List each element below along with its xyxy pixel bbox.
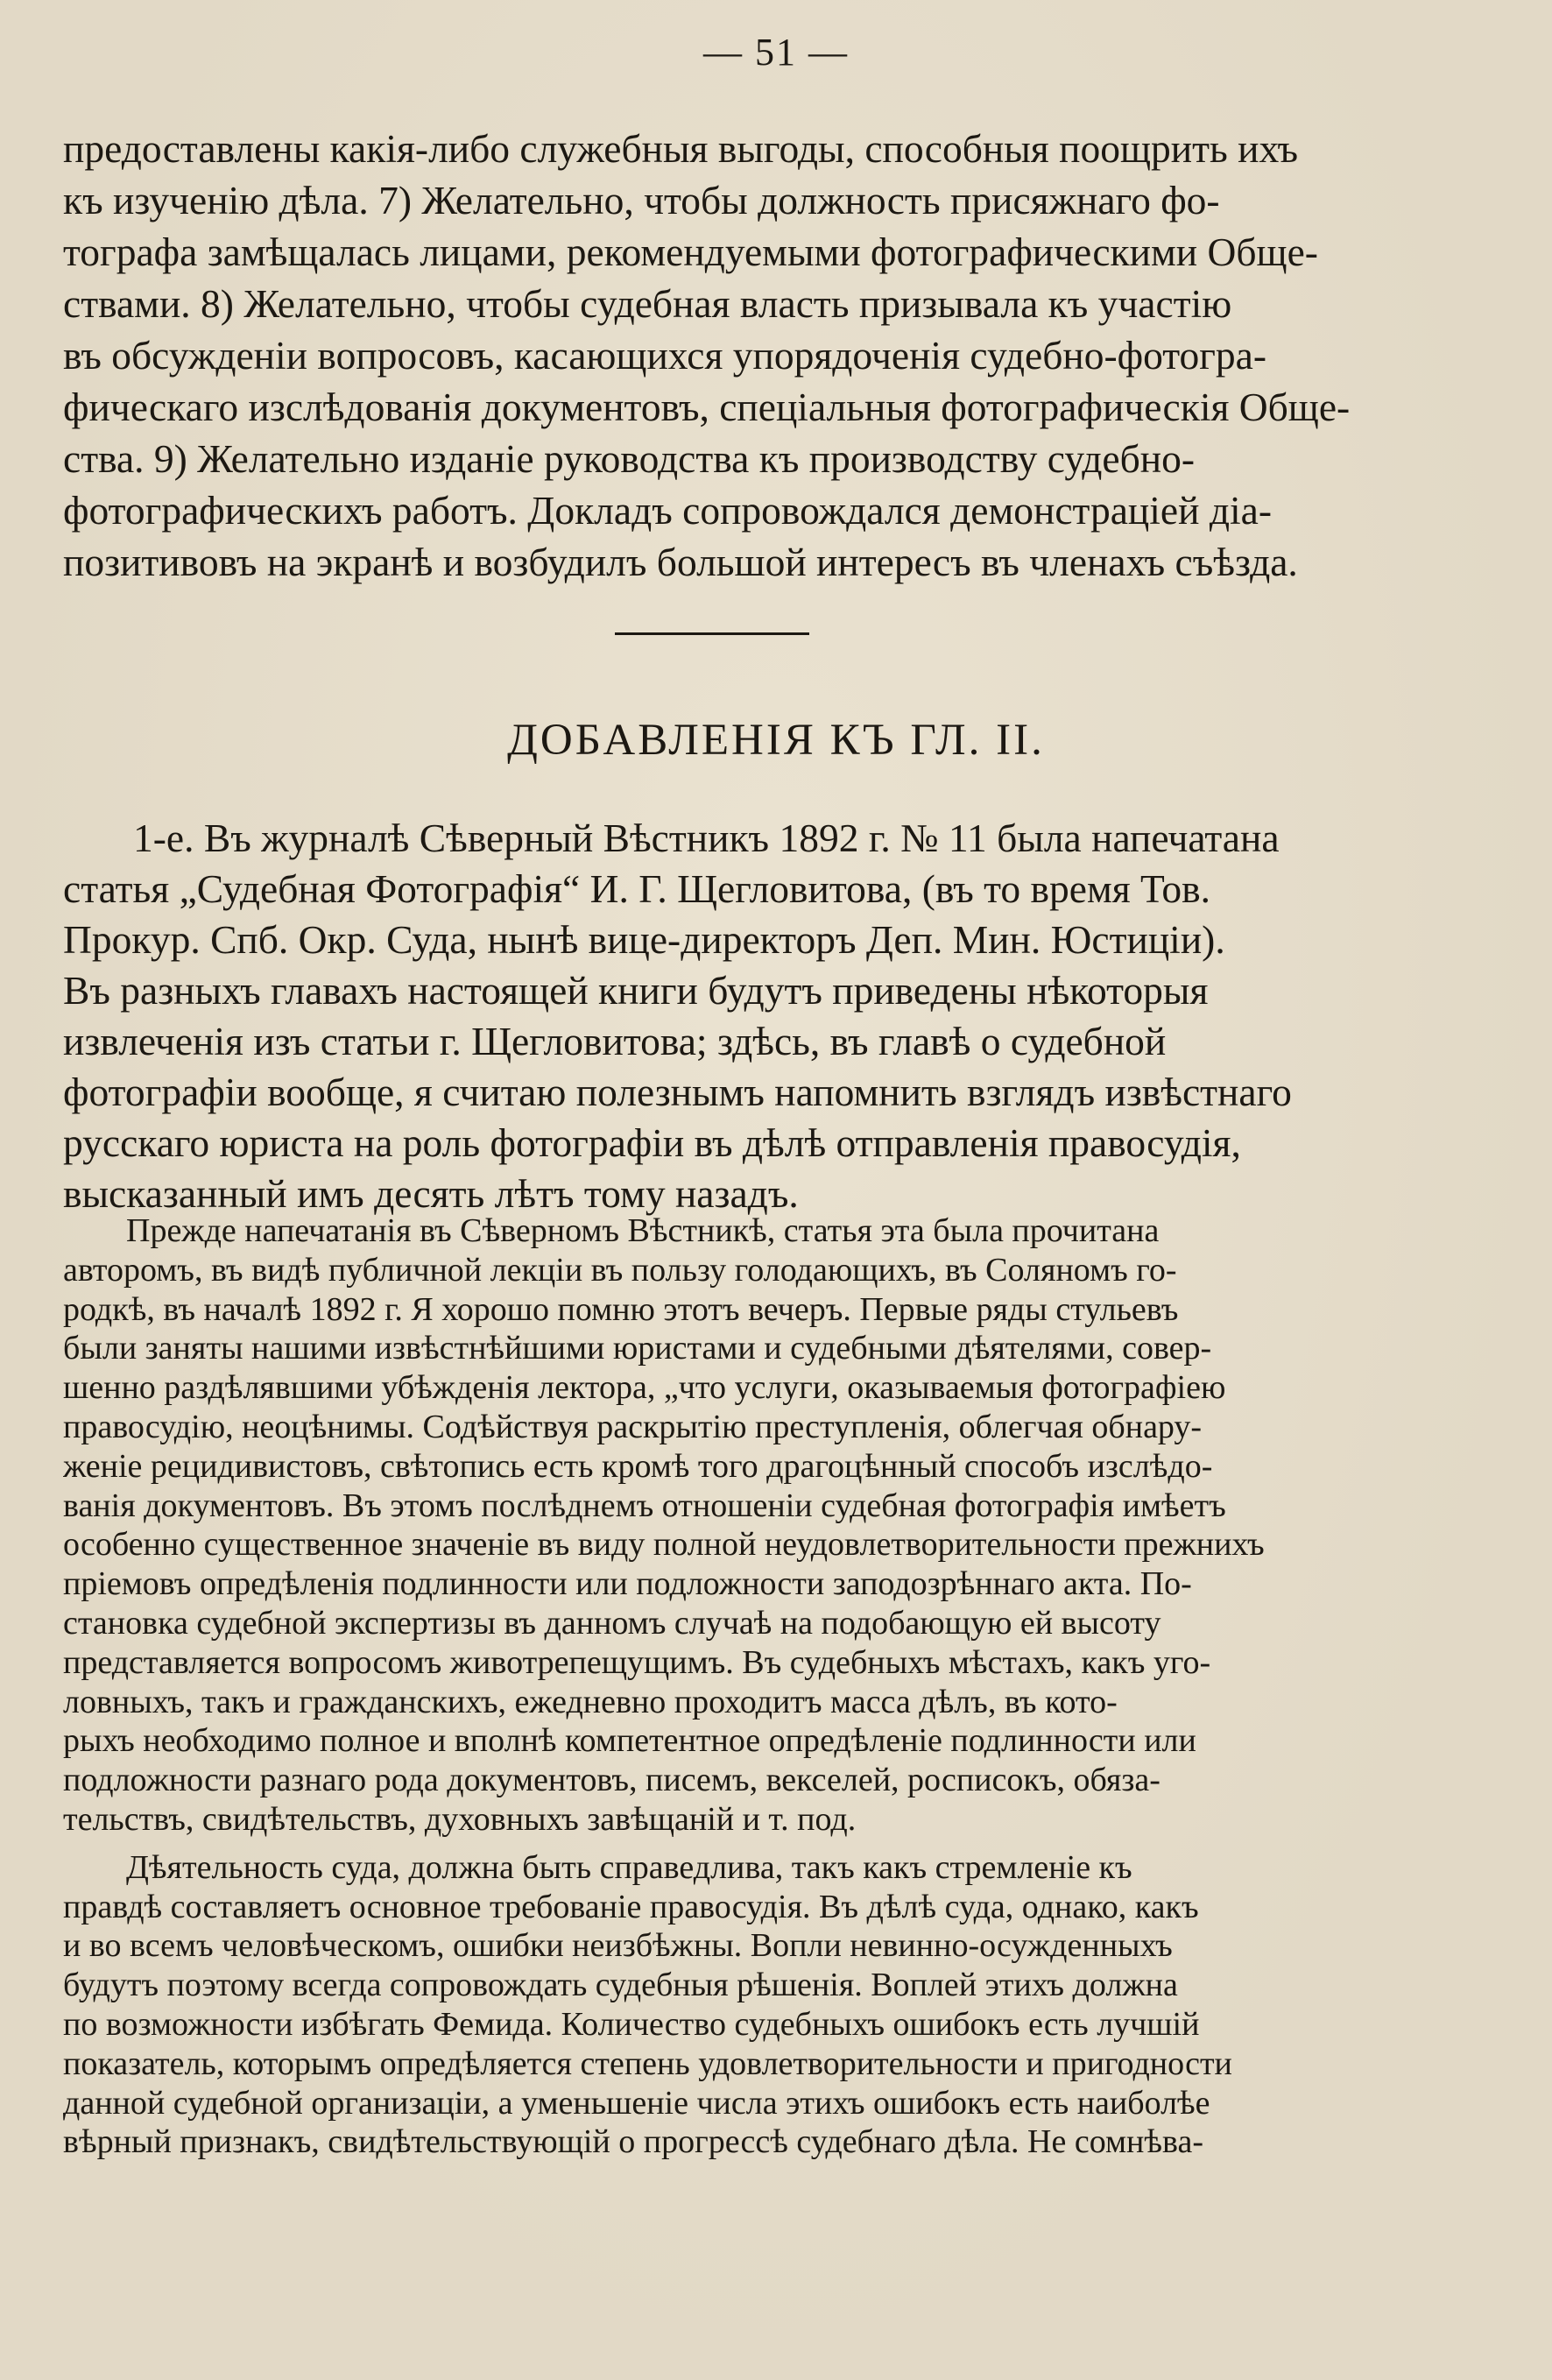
section-divider [615, 632, 809, 635]
text-line: женіе рецидивистовъ, свѣтопись есть кромѣ того драгоцѣнный способъ изслѣдо- [63, 1447, 1213, 1485]
text-line: русскаго юриста на роль фотографіи въ дѣлѣ отправленія правосудія, [63, 1120, 1241, 1165]
text-line: пріемовъ опредѣленія подлинности или подложности заподозрѣннаго акта. По- [63, 1565, 1192, 1603]
text-line: рыхъ необходимо полное и вполнѣ компетентное опредѣленіе подлинности или [63, 1722, 1196, 1760]
text-line: данной судебной организаціи, а уменьшеніе числа этихъ ошибокъ есть наиболѣе [63, 2084, 1210, 2122]
text-line: Дѣятельность суда, должна быть справедлива, такъ какъ стремленіе къ [126, 1848, 1132, 1886]
text-line: становка судебной экспертизы въ данномъ случаѣ на подобающую ей высоту [63, 1604, 1161, 1642]
text-line: Прежде напечатанія въ Сѣверномъ Вѣстникѣ, статья эта была прочитана [126, 1212, 1160, 1249]
text-line: тографа замѣщалась лицами, рекомендуемыми фотографическими Обще- [63, 230, 1318, 274]
text-line: статья „Судебная Фотографія“ И. Г. Щегловитова, (въ то время Тов. [63, 866, 1211, 911]
text-line: въ обсужденіи вопросовъ, касающихся упорядоченія судебно-фотогра- [63, 333, 1267, 378]
text-line: правдѣ составляетъ основное требованіе правосудія. Въ дѣлѣ суда, однако, какъ [63, 1888, 1199, 1925]
text-line: ванія документовъ. Въ этомъ послѣднемъ отношеніи судебная фотографія имѣетъ [63, 1487, 1226, 1524]
text-line: извлеченія изъ статьи г. Щегловитова; здѣсь, въ главѣ о судебной [63, 1019, 1167, 1063]
text-line: высказанный имъ десять лѣтъ тому назадъ. [63, 1171, 799, 1216]
text-line: были заняты нашими извѣстнѣйшими юристами и судебными дѣятелями, совер- [63, 1330, 1212, 1367]
text-line: показатель, которымъ опредѣляется степень удовлетворительности и пригодности [63, 2045, 1232, 2082]
text-line: Въ разныхъ главахъ настоящей книги будутъ приведены нѣкоторыя [63, 968, 1209, 1013]
text-line: ства. 9) Желательно изданіе руководства къ производству судебно- [63, 436, 1196, 481]
paragraph-gap [63, 1840, 1386, 1848]
text-line: вѣрный признакъ, свидѣтельствующій о прогрессѣ судебнаго дѣла. Не сомнѣва- [63, 2123, 1203, 2161]
text-line: Прокур. Спб. Окр. Суда, нынѣ вице-директоръ Деп. Мин. Юстиціи). [63, 917, 1225, 962]
text-line: фическаго изслѣдованія документовъ, спеціальныя фотографическія Обще- [63, 385, 1351, 429]
text-line: правосудію, неоцѣнимы. Содѣйствуя раскрытію преступленія, облегчая обнару- [63, 1408, 1203, 1445]
quoted-article [63, 1211, 1386, 2162]
text-line: тельствъ, свидѣтельствъ, духовныхъ завѣщаній и т. под. [63, 1800, 857, 1838]
text-line: позитивовъ на экранѣ и возбудилъ большой интересъ въ членахъ съѣзда. [63, 540, 1298, 584]
text-line: будутъ поэтому всегда сопровождать судебныя рѣшенія. Воплей этихъ должна [63, 1967, 1178, 2004]
text-line: фотографіи вообще, я считаю полезнымъ напомнить взглядъ извѣстнаго [63, 1070, 1292, 1114]
text-line: по возможности избѣгать Фемида. Количество судебныхъ ошибокъ есть лучшій [63, 2005, 1200, 2043]
text-line: ловныхъ, такъ и гражданскихъ, ежедневно проходитъ масса дѣлъ, въ кото- [63, 1683, 1118, 1720]
continued-paragraph [63, 123, 1386, 588]
text-line: и во всемъ человѣческомъ, ошибки неизбѣжны. Вопли невинно-осужденныхъ [63, 1927, 1173, 1965]
text-line: подложности разнаго рода документовъ, писемъ, векселей, росписокъ, обяза- [63, 1762, 1160, 1799]
text-line: къ изученію дѣла. 7) Желательно, чтобы должность присяжнаго фо- [63, 178, 1220, 222]
text-line: предоставлены какія-либо служебныя выгоды, способныя поощрить ихъ [63, 126, 1298, 171]
intro-paragraph [63, 813, 1386, 1219]
text-line: особенно существенное значеніе въ виду полной неудовлетворительности прежнихъ [63, 1526, 1265, 1564]
text-line: ствами. 8) Желательно, чтобы судебная власть призывала къ участію [63, 281, 1232, 326]
page-number: — 51 — [703, 31, 849, 74]
text-line: авторомъ, въ видѣ публичной лекціи въ пользу голодающихъ, въ Соляномъ го- [63, 1251, 1177, 1289]
text-line: представляется вопросомъ животрепещущимъ. Въ судебныхъ мѣстахъ, какъ уго- [63, 1643, 1211, 1681]
text-line: шенно раздѣлявшими убѣжденія лектора, „что услуги, оказываемыя фотографіею [63, 1369, 1226, 1407]
text-line: фотографическихъ работъ. Докладъ сопровождался демонстраціей діа- [63, 488, 1272, 533]
section-title: ДОБАВЛЕНІЯ КЪ ГЛ. II. [507, 716, 1045, 765]
text-line: 1-е. Въ журналѣ Сѣверный Вѣстникъ 1892 г. № 11 была напечатана [133, 816, 1280, 860]
text-line: родкѣ, въ началѣ 1892 г. Я хорошо помню этотъ вечеръ. Первые ряды стульевъ [63, 1290, 1179, 1328]
